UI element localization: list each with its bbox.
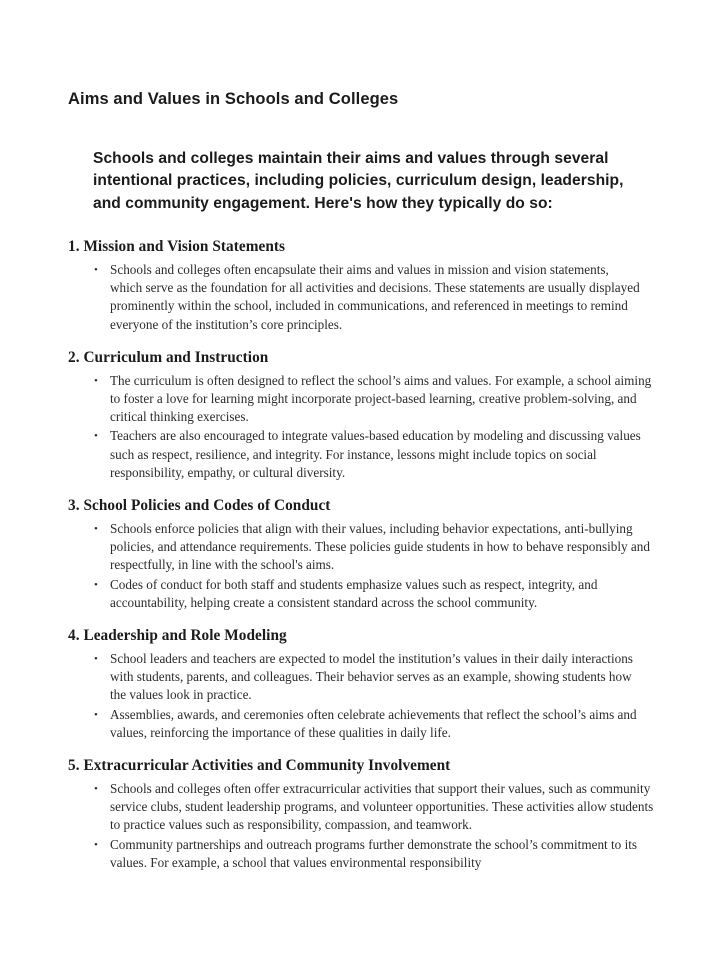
section-mission-and-vision-statements	[0, 237, 720, 334]
section-heading: 2. Curriculum and Instruction	[68, 348, 269, 366]
section-bullet-list	[0, 650, 720, 742]
list-item: • Assemblies, awards, and ceremonies often celebrate achievements that reflect the school’s aims and values, reinforcing the importance of these qualities in daily life.	[0, 706, 720, 742]
list-item: • Schools and colleges often encapsulate their aims and values in mission and vision statements, which serve as the foundation for all activities and decisions. These statements are usually displayed prominently within the school, included in communications, and referenced in meetings to remind everyone of the institution’s core principles.	[0, 261, 720, 334]
list-item: • Codes of conduct for both staff and students emphasize values such as respect, integrity, and accountability, helping create a consistent standard across the school community.	[0, 576, 720, 612]
document-body	[0, 148, 720, 873]
list-item: • Teachers are also encouraged to integrate values-based education by modeling and discussing values such as respect, resilience, and integrity. For instance, lessons might include topics on social responsibility, empathy, or cultural diversity.	[0, 427, 720, 482]
section-extracurricular-activities-and-community-involvement	[0, 756, 720, 872]
list-item: • Schools and colleges often offer extracurricular activities that support their values, such as community service clubs, student leadership programs, and volunteer opportunities. These activities allow students to practice values such as responsibility, compassion, and teamwork.	[0, 780, 720, 835]
section-bullet-list	[0, 520, 720, 612]
section-heading: 1. Mission and Vision Statements	[68, 237, 286, 255]
list-item: • Schools enforce policies that align with their values, including behavior expectations, anti-bullying policies, and attendance requirements. These policies guide students in how to behave responsibly and respectfully, in line with the school's aims.	[0, 520, 720, 575]
list-item: • School leaders and teachers are expected to model the institution’s values in their daily interactions with students, parents, and colleagues. Their behavior serves as an example, showing students how the values look in practice.	[0, 650, 720, 705]
section-school-policies-and-codes-of-conduct	[0, 496, 720, 612]
section-bullet-list	[0, 372, 720, 482]
page-title: Aims and Values in Schools and Colleges	[68, 90, 399, 109]
section-heading: 3. School Policies and Codes of Conduct	[68, 496, 331, 514]
section-bullet-list	[0, 780, 720, 872]
section-heading: 5. Extracurricular Activities and Community Involvement	[68, 756, 451, 774]
section-heading: 4. Leadership and Role Modeling	[68, 626, 287, 644]
list-item: • Community partnerships and outreach programs further demonstrate the school’s commitment to its values. For example, a school that values environmental responsibility	[0, 836, 720, 872]
section-bullet-list	[0, 261, 720, 334]
list-item: • The curriculum is often designed to reflect the school’s aims and values. For example, a school aiming to foster a love for learning might incorporate project-based learning, creative problem-solving, and critical thinking exercises.	[0, 372, 720, 427]
intro-paragraph: Schools and colleges maintain their aims and values through several intentional practices, including policies, curriculum design, leadership, and community engagement. Here's how they typically do so:	[93, 150, 624, 212]
section-leadership-and-role-modeling	[0, 626, 720, 742]
section-curriculum-and-instruction	[0, 348, 720, 482]
